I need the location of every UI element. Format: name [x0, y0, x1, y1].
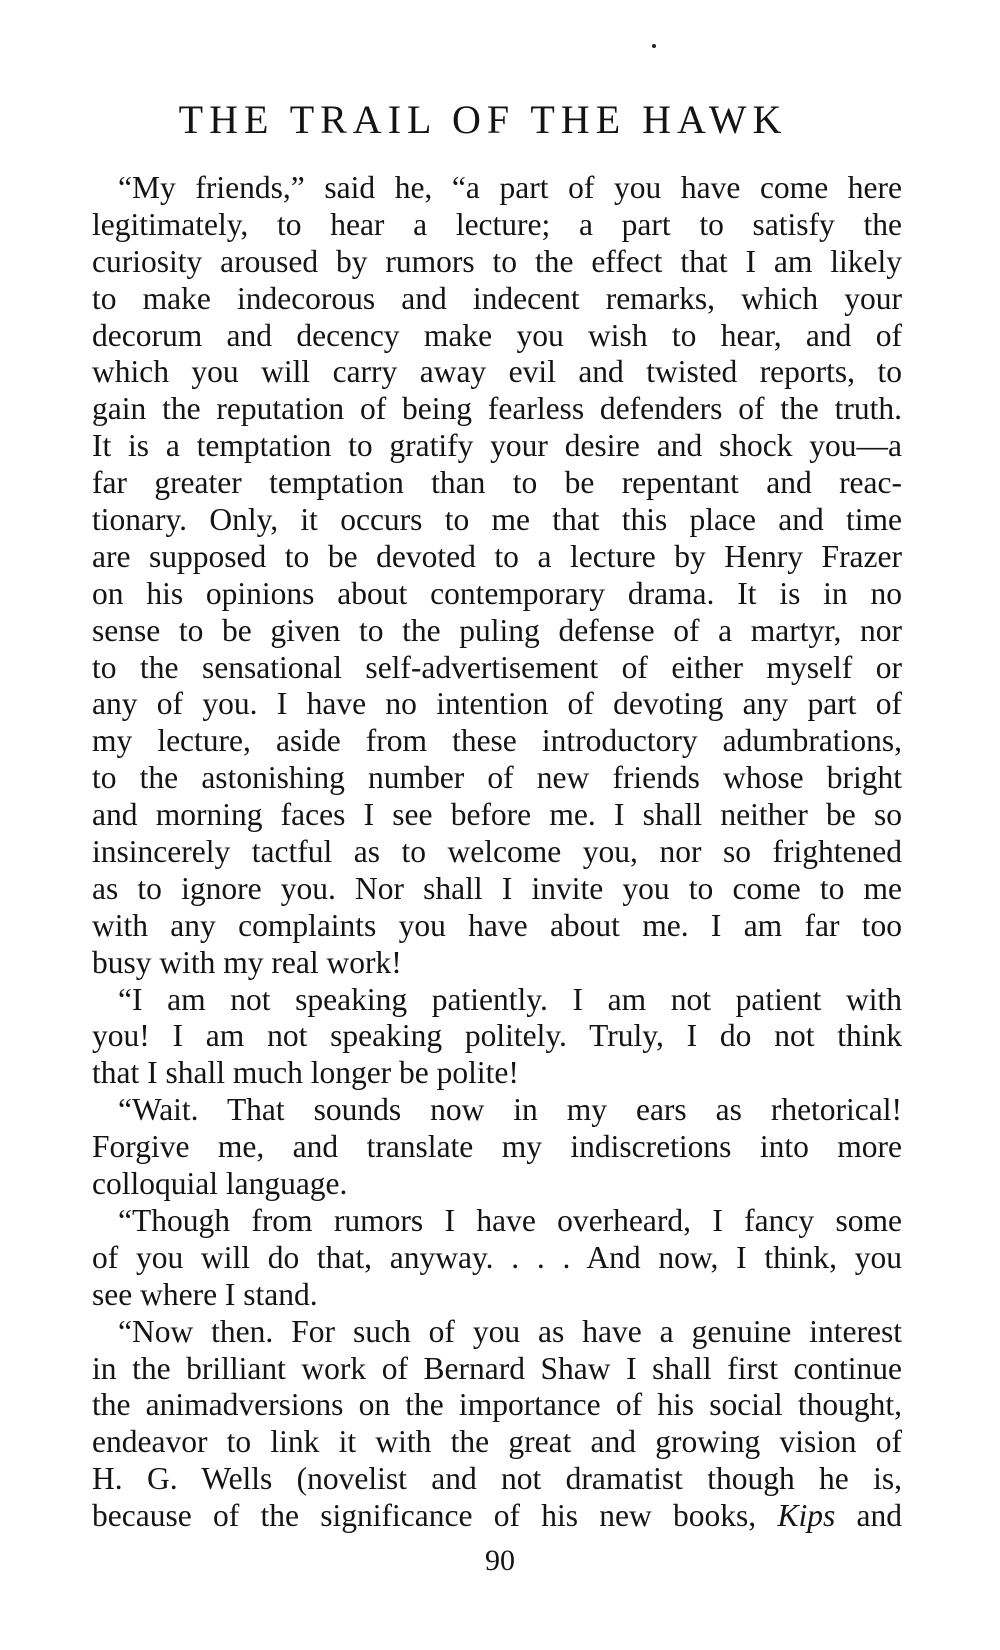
text-line: gain the reputation of being fearless defenders of the truth. [92, 391, 902, 427]
text-line: to the astonishing number of new friends whose bright [92, 760, 902, 796]
text-line: decorum and decency make you wish to hear, and of [92, 317, 902, 353]
text-line: “Now then. For such of you as have a genuine interest [118, 1313, 902, 1349]
text-line: “Though from rumors I have overheard, I fancy some [118, 1202, 902, 1238]
book-title-italic: Kips [777, 1498, 836, 1534]
text-line: tionary. Only, it occurs to me that this place and time [92, 502, 902, 538]
text-line: in the brilliant work of Bernard Shaw I shall first continue [92, 1350, 902, 1386]
text-line: “I am not speaking patiently. I am not patient with [118, 981, 902, 1017]
text-line: sense to be given to the puling defense of a martyr, nor [92, 612, 902, 648]
text-line: with any complaints you have about me. I am far too [92, 907, 902, 943]
text-line-segment: and [856, 1498, 902, 1534]
text-line [92, 1498, 902, 1535]
text-line: busy with my real work! [92, 944, 402, 980]
text-line: which you will carry away evil and twisted reports, to [92, 354, 902, 390]
text-line: to make indecorous and indecent remarks, which your [92, 280, 902, 316]
text-line: that I shall much longer be polite! [92, 1055, 519, 1091]
text-line: legitimately, to hear a lecture; a part to satisfy the [92, 206, 902, 242]
text-line: my lecture, aside from these introductory adumbrations, [92, 723, 902, 759]
text-line: colloquial language. [92, 1166, 348, 1202]
text-line-segment: because of the significance of his new books, [92, 1498, 757, 1534]
text-line: to the sensational self-advertisement of either myself or [92, 649, 902, 685]
text-line: are supposed to be devoted to a lecture by Henry Frazer [92, 538, 902, 574]
text-line: curiosity aroused by rumors to the effect that I am likely [92, 243, 902, 279]
text-line: you! I am not speaking politely. Truly, I do not think [92, 1018, 902, 1054]
text-line: far greater temptation than to be repentant and reac- [92, 465, 902, 501]
running-head: THE TRAIL OF THE HAWK [178, 97, 788, 142]
text-line: endeavor to link it with the great and growing vision of [92, 1424, 902, 1460]
text-line: “My friends,” said he, “a part of you have come here [118, 170, 902, 205]
text-line: on his opinions about contemporary drama. It is in no [92, 575, 902, 611]
text-line: “Wait. That sounds now in my ears as rhetorical! [118, 1092, 902, 1128]
text-line: the animadversions on the importance of his social thought, [92, 1387, 902, 1423]
text-line: Forgive me, and translate my indiscretions into more [92, 1129, 902, 1165]
body-text [92, 170, 902, 1535]
text-line: It is a temptation to gratify your desire and shock you—a [92, 428, 902, 464]
text-line: of you will do that, anyway. . . . And now, I think, you [92, 1239, 902, 1275]
text-line: and morning faces I see before me. I shall neither be so [92, 797, 902, 833]
text-line: any of you. I have no intention of devoting any part of [92, 686, 902, 722]
page-number: 90 [485, 1544, 515, 1577]
text-line: H. G. Wells (novelist and not dramatist though he is, [92, 1461, 902, 1497]
text-line: as to ignore you. Nor shall I invite you to come to me [92, 870, 902, 906]
text-line: insincerely tactful as to welcome you, nor so frightened [92, 834, 902, 870]
text-line: see where I stand. [92, 1276, 318, 1312]
ink-speck [652, 44, 656, 48]
